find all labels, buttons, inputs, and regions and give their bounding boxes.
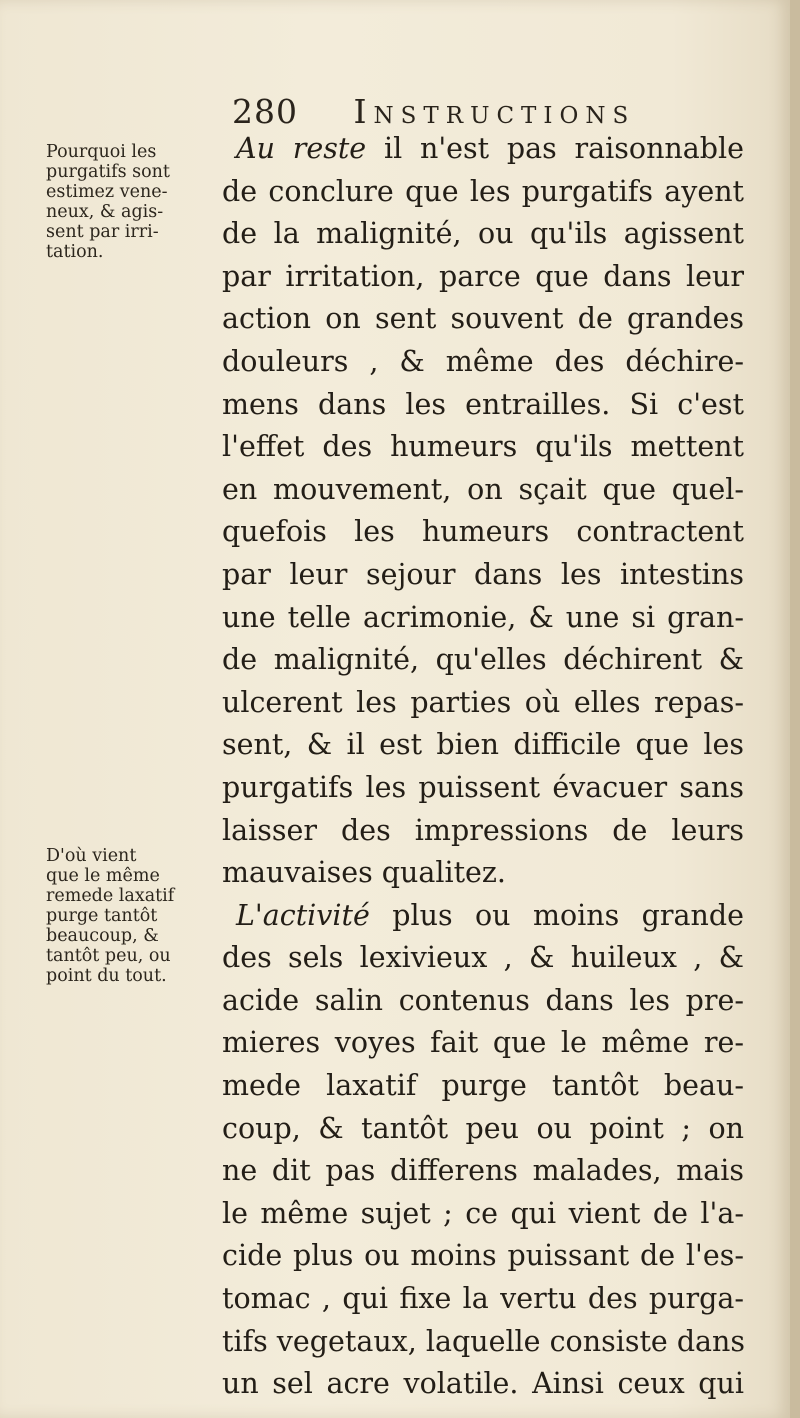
text-line: coup, & tantôt peu ou point ; on [222, 1111, 744, 1145]
margin-note-line: beaucoup, & [46, 926, 159, 946]
text-line: mauvaises qualitez. [222, 856, 506, 890]
margin-note-line: tantôt peu, ou [46, 946, 171, 966]
page-edge [790, 0, 800, 1418]
body-text [222, 128, 744, 1406]
text-line: ne dit pas differens malades, mais [222, 1154, 744, 1188]
text-line: de la malignité, ou qu'ils agissent [222, 217, 744, 251]
text-line: le même sujet ; ce qui vient de l'a- [222, 1196, 744, 1230]
text-line: mens dans les entrailles. Si c'est [222, 387, 744, 421]
text-line: l'effet des humeurs qu'ils mettent [222, 430, 744, 464]
text-line: Au reste il n'est pas raisonnable [236, 132, 745, 165]
margin-note-line: neux, & agis- [46, 202, 164, 222]
text-line: un sel acre volatile. Ainsi ceux qui [222, 1367, 744, 1401]
margin-note-line: que le même [46, 866, 160, 886]
margin-note-line: purgatifs sont [46, 162, 170, 182]
text-line: une telle acrimonie, & une si gran- [222, 600, 744, 634]
text-line: quefois les humeurs contractent [222, 515, 744, 549]
margin-note-line: tation. [46, 242, 104, 262]
margin-note-line: Pourquoi les [46, 142, 157, 162]
text-line: purgatifs les puissent évacuer sans [222, 770, 744, 804]
text-line: sent, & il est bien difficile que les [222, 728, 744, 762]
text-line: laisser des impressions de leurs [222, 813, 744, 847]
text-line: cide plus ou moins puissant de l'es- [222, 1239, 744, 1273]
margin-note-line: estimez vene- [46, 182, 168, 202]
text-line: en mouvement, on sçait que quel- [222, 472, 744, 506]
text-line: tomac , qui fixe la vertu des purga- [222, 1282, 744, 1316]
text-line: ulcerent les parties où elles repas- [222, 685, 744, 719]
text-line: douleurs , & même des déchire- [222, 344, 744, 378]
italic-lead: Au reste [236, 132, 367, 165]
page-header [232, 92, 752, 131]
running-title: Instructions [353, 92, 636, 131]
text-line: de malignité, qu'elles déchirent & [222, 643, 744, 677]
margin-note-line: remede laxatif [46, 886, 175, 906]
margin-note-purgatifs [46, 142, 216, 262]
text-line: mieres voyes fait que le même re- [222, 1026, 744, 1060]
margin-note-line: D'où vient [46, 846, 137, 866]
text-line: L'activité plus ou moins grande [236, 898, 744, 932]
text-line: action on sent souvent de grandes [222, 302, 744, 336]
page-number: 280 [232, 92, 298, 131]
margin-note-line: purge tantôt [46, 906, 158, 926]
margin-note-line: sent par irri- [46, 222, 159, 242]
text-line: par irritation, parce que dans leur [222, 259, 744, 293]
text-line: par leur sejour dans les intestins [222, 557, 744, 591]
text-line: tifs vegetaux, laquelle consiste dans [222, 1324, 746, 1358]
margin-note-remede-laxatif [46, 846, 216, 986]
italic-lead: L'activité [236, 898, 370, 932]
text-line: de conclure que les purgatifs ayent [222, 174, 744, 208]
margin-note-line: point du tout. [46, 966, 167, 986]
text-line: des sels lexivieux , & huileux , & [222, 941, 744, 975]
text-line: acide salin contenus dans les pre- [222, 983, 744, 1017]
text-line: mede laxatif purge tantôt beau- [222, 1069, 744, 1103]
